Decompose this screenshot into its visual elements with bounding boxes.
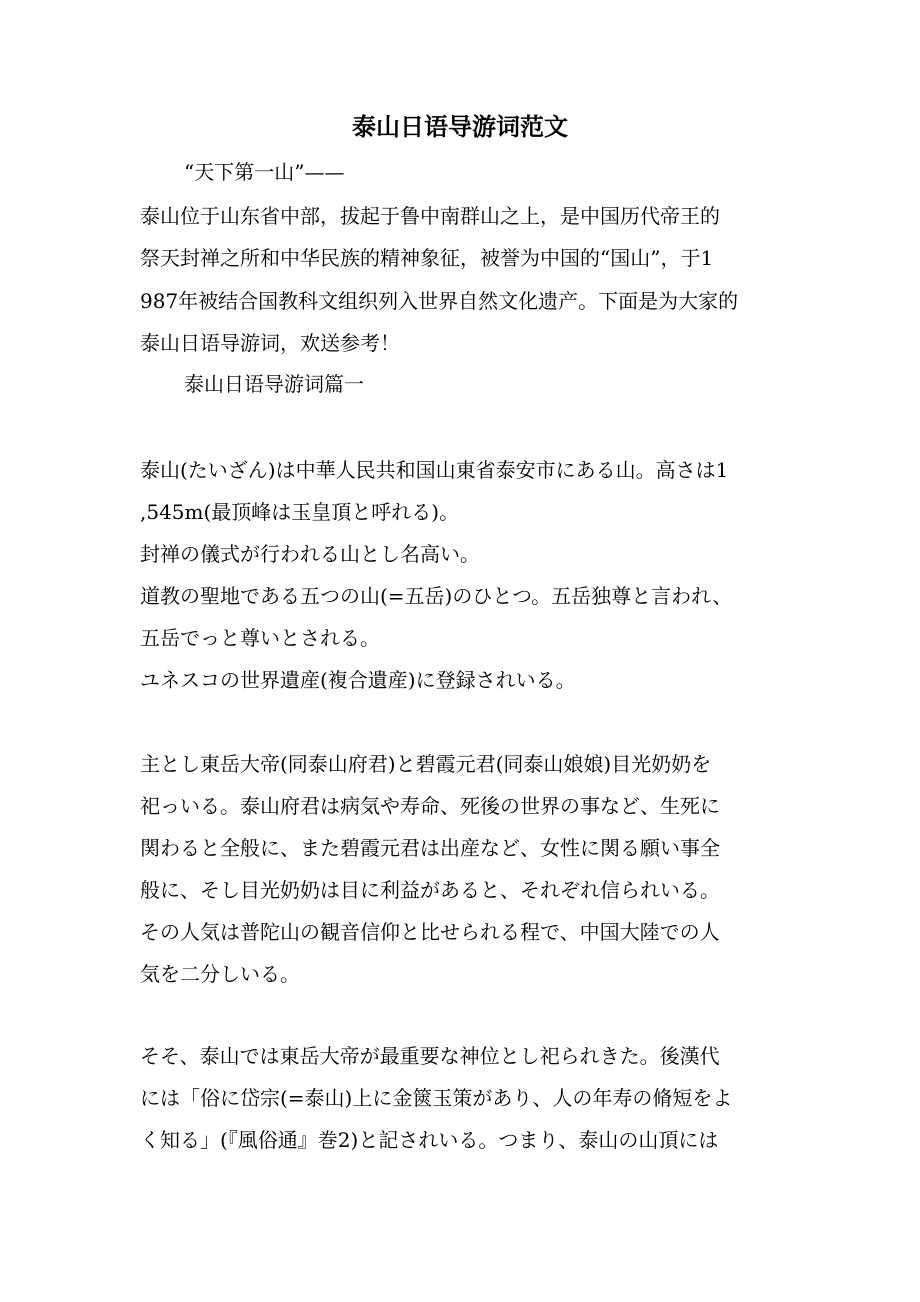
paragraph-1-line-3: 封禅の儀式が行われる山とし名高い。 xyxy=(140,542,480,566)
section-heading: 泰山日语导游词篇一 xyxy=(184,372,364,396)
paragraph-2-line-1: 主とし東岳大帝(同泰山府君)と碧霞元君(同泰山娘娘)目光奶奶を xyxy=(140,752,712,776)
intro-paragraph-line-1: 泰山位于山东省中部，拔起于鲁中南群山之上，是中国历代帝王的 xyxy=(140,204,720,228)
paragraph-2-line-6: 気を二分しいる。 xyxy=(140,962,300,986)
paragraph-1-line-1: 泰山(たいざん)は中華人民共和国山東省泰安市にある山。高さは1 xyxy=(140,458,729,482)
paragraph-3-line-3: く知る」(『風俗通』巻2)と記されいる。つまり、泰山の山頂には xyxy=(140,1128,719,1152)
paragraph-1-line-2: ,545m(最顶峰は玉皇頂と呼れる)。 xyxy=(140,500,460,524)
paragraph-1-line-5: 五岳でっと尊いとされる。 xyxy=(140,626,380,650)
paragraph-3-line-2: には「俗に岱宗(=泰山)上に金篋玉策があり、人の年寿の脩短をよ xyxy=(140,1086,733,1110)
intro-quote-line: “天下第一山”—— xyxy=(184,160,345,184)
intro-paragraph-line-3: 987年被结合国教科文组织列入世界自然文化遗产。下面是为大家的 xyxy=(140,289,739,313)
intro-paragraph-line-2: 祭天封禅之所和中华民族的精神象征，被誉为中国的“国山”，于1 xyxy=(140,246,714,270)
paragraph-1-line-6: ユネスコの世界遺産(複合遺産)に登録されいる。 xyxy=(140,668,576,692)
paragraph-2-line-5: その人気は普陀山の観音信仰と比せられる程で、中国大陸での人 xyxy=(140,920,720,944)
paragraph-3-line-1: そそ、泰山では東岳大帝が最重要な神位とし祀られきた。後漢代 xyxy=(140,1044,720,1068)
paragraph-2-line-2: 祀っいる。泰山府君は病気や寿命、死後の世界の事など、生死に xyxy=(140,794,720,818)
paragraph-2-line-3: 関わると全般に、また碧霞元君は出産など、女性に関る願い事全 xyxy=(140,836,720,860)
paragraph-1-line-4: 道教の聖地である五つの山(=五岳)のひとつ。五岳独尊と言われ、 xyxy=(140,584,733,608)
document-title: 泰山日语导游词范文 xyxy=(352,112,568,141)
paragraph-2-line-4: 般に、そし目光奶奶は目に利益があると、それぞれ信られいる。 xyxy=(140,878,720,902)
intro-paragraph-line-4: 泰山日语导游词，欢送参考！ xyxy=(140,331,400,355)
